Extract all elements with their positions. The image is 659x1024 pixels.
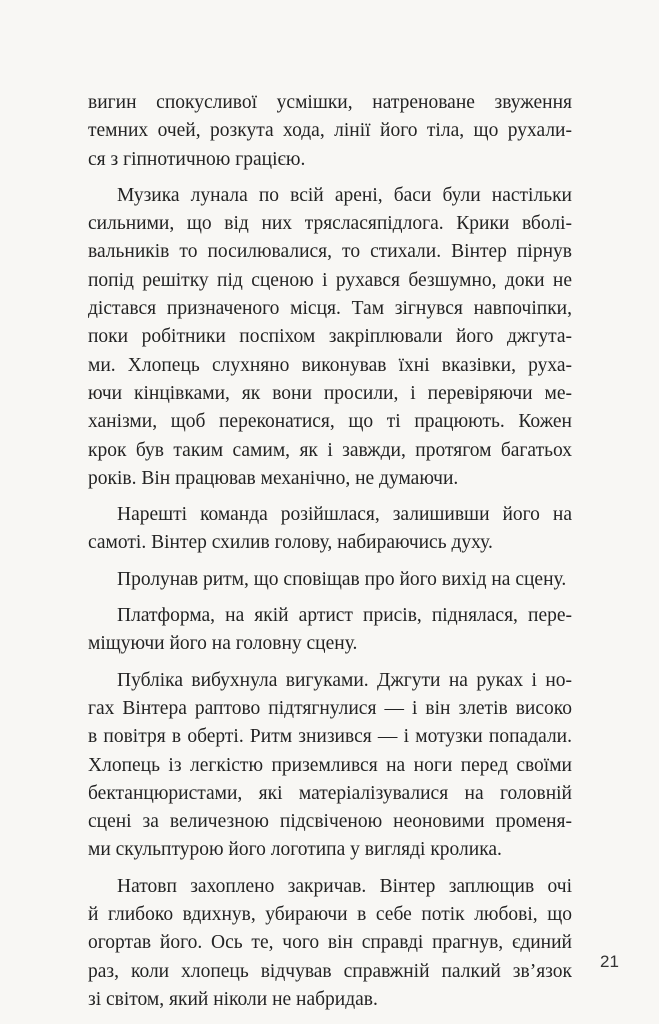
text-line: ючи кінцівками, як вони просили, і перевіряючи ме- xyxy=(88,382,572,404)
text-line: ми скульптурою його логотипа у вигляді кролика. xyxy=(88,839,502,861)
paragraph-gap xyxy=(88,865,572,873)
text-line: вальників то посилювалися, то стихали. Вінтер пірнув xyxy=(88,241,572,263)
text-line: міщуючи його на головну сцену. xyxy=(88,633,358,655)
text-line: огортав його. Ось те, чого він справді прагнув, єдиний xyxy=(88,932,572,954)
text-line: вигин спокусливої усмішки, натреноване звуження xyxy=(88,92,572,113)
text-line: Музика лунала по всій арені, баси були настільки xyxy=(117,184,572,206)
text-line: сцені за величезною підсвіченою неоновими променя- xyxy=(88,811,572,833)
text-line: зі світом, який ніколи не набридав. xyxy=(88,988,378,1010)
paragraph-gap xyxy=(88,174,572,182)
text-line: самоті. Вінтер схилив голову, набираючись духу. xyxy=(88,532,493,554)
text-line: Пролунав ритм, що сповіщав про його вихід на сцену. xyxy=(117,568,567,590)
text-line: сильними, що від них трясласяпідлога. Крики вболі- xyxy=(88,213,572,235)
text-line: Платформа, на якій артист присів, піднялася, пере- xyxy=(117,605,572,627)
text-line: крок був таким самим, як і завжди, протягом багатьох xyxy=(88,439,572,461)
paragraph-gap xyxy=(88,493,572,501)
text-line: темних очей, розкута хода, лінії його тіла, що рухали- xyxy=(88,120,572,142)
text-line: Натовп захоплено закричав. Вінтер заплющив очі xyxy=(117,875,572,897)
text-line: й глибоко вдихнув, убираючи в себе потік любові, що xyxy=(88,904,572,926)
paragraph-gap xyxy=(88,594,572,602)
paragraph-gap xyxy=(88,558,572,566)
text-line: ся з гіпнотичною грацією. xyxy=(88,148,306,170)
text-line: раз, коли хлопець відчував справжній палкий зв’язок xyxy=(88,960,572,982)
text-line: Публіка вибухнула вигуками. Джгути на руках і но- xyxy=(117,669,572,691)
body-text xyxy=(88,89,572,1014)
text-line: ханізми, щоб переконатися, що ті працюють. Кожен xyxy=(88,411,572,433)
text-line: в повітря в оберті. Ритм знизився — і мотузки попадали. xyxy=(88,726,572,748)
text-line: поки робітники поспіхом закріплювали його джгута- xyxy=(88,326,572,348)
text-line: попід решітку під сценою і рухався безшумно, доки не xyxy=(88,269,572,291)
paragraph-gap xyxy=(88,659,572,667)
text-line: ми. Хлопець слухняно виконував їхні вказівки, руха- xyxy=(88,354,572,376)
page-number: 21 xyxy=(600,952,619,971)
text-line: бектанцюристами, які матеріалізувалися на головній xyxy=(88,782,572,804)
text-line: Хлопець із легкістю приземлився на ноги перед своїми xyxy=(88,754,572,776)
text-line: дістався призначеного місця. Там зігнувся навпочіпки, xyxy=(88,298,572,320)
text-line: років. Він працював механічно, не думаючи. xyxy=(88,467,459,489)
text-line: Нарешті команда розійшлася, залишивши його на xyxy=(117,504,572,526)
text-line: гах Вінтера раптово підтягнулися — і він злетів високо xyxy=(88,697,572,719)
